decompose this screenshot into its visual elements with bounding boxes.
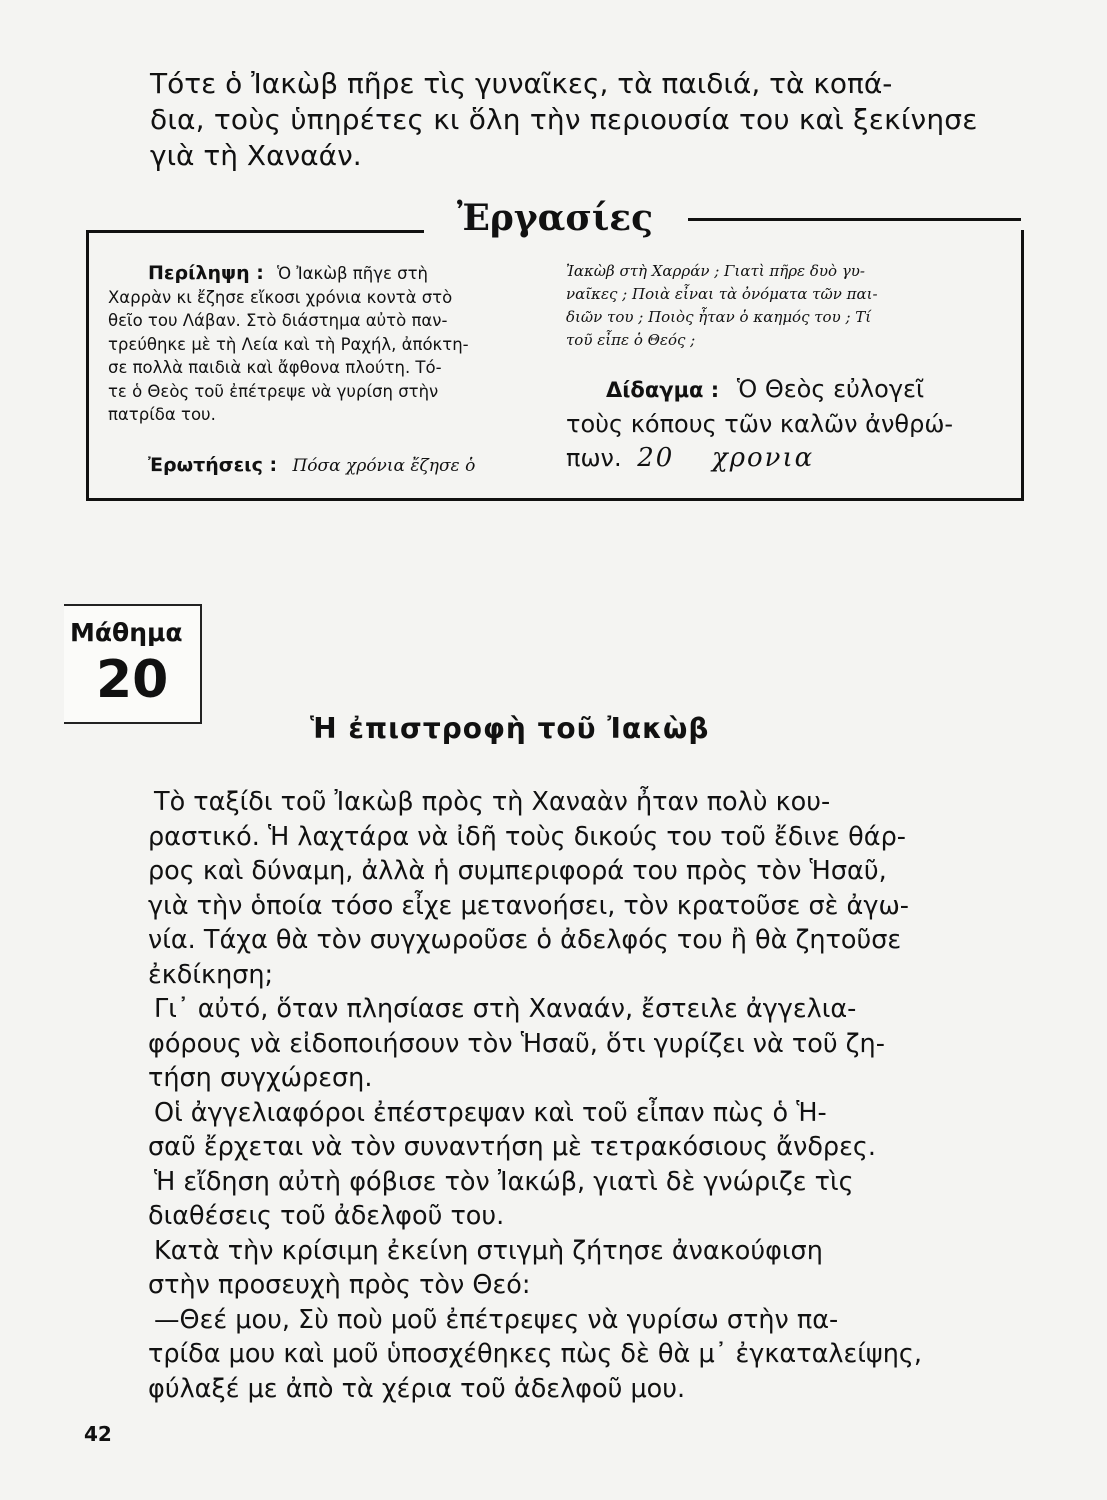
questions-line: ναῖκες ; Ποιὰ εἶναι τὰ ὀνόματα τῶν παι-	[566, 285, 878, 303]
body-line: Τὸ ταξίδι τοῦ Ἰακὼβ πρὸς τὴ Χαναὰν ἦταν πολὺ κου-	[154, 787, 831, 817]
summary-first-line	[108, 262, 540, 286]
body-line: νία. Τάχα θὰ τὸν συγχωροῦσε ὁ ἀδελφός του ἢ θὰ ζητοῦσε	[148, 925, 902, 955]
questions-block	[566, 260, 1016, 352]
body-line: ραστικό. Ἡ λαχτάρα νὰ ἰδῆ τοὺς δικούς του τοῦ ἔδινε θάρ-	[148, 821, 906, 852]
intro-paragraph	[150, 66, 1030, 174]
body-line: Ἡ εἴδηση αὐτὴ φόβισε τὸν Ἰακώβ, γιατὶ δὲ γνώριζε τὶς	[154, 1166, 854, 1197]
questions-line: τοῦ εἶπε ὁ Θεός ;	[566, 331, 696, 349]
body-line: τήση συγχώρεση.	[148, 1063, 373, 1093]
questions-line: διῶν του ; Ποιὸς ἦταν ὁ καημός του ; Τί	[566, 308, 872, 326]
summary-line: Ὁ Ἰακὼβ πῆγε στὴ	[277, 264, 428, 283]
body-line: Κατὰ τὴν κρίσιμη ἐκείνη στιγμὴ ζήτησε ἀνακούφιση	[154, 1235, 823, 1266]
summary-line: τε ὁ Θεὸς τοῦ ἐπέτρεψε νὰ γυρίση στὴν	[108, 381, 439, 401]
page-number: 42	[84, 1422, 112, 1446]
questions-line: Ἰακὼβ στὴ Χαρράν ; Γιατὶ πῆρε δυὸ γυ-	[566, 262, 865, 280]
handwritten-word: χρονια	[711, 443, 815, 473]
body-line: διαθέσεις τοῦ ἀδελφοῦ του.	[148, 1201, 505, 1231]
summary-label: Περίληψη :	[148, 262, 264, 284]
lesson-number: 20	[96, 650, 169, 710]
moral-label: Δίδαγμα :	[606, 378, 720, 402]
tasks-title: Ἐργασίες	[456, 197, 654, 239]
moral-third-line	[566, 441, 1016, 475]
questions-first: Πόσα χρόνια ἔζησε ὁ	[292, 456, 476, 476]
summary-line: Χαρρὰν κι ἔζησε εἴκοσι χρόνια κοντὰ στὸ	[108, 287, 453, 307]
body-line: τρίδα μου καὶ μοῦ ὑποσχέθηκες πὼς δὲ θὰ μ᾽ ἐγκαταλείψης,	[148, 1339, 922, 1369]
questions-first-line	[148, 454, 568, 476]
summary-line: τρεύθηκε μὲ τὴ Λεία καὶ τὴ Ραχήλ, ἀπόκτη-	[108, 334, 469, 354]
summary-line: πατρίδα του.	[108, 405, 216, 424]
body-line: γιὰ τὴν ὁποία τόσο εἶχε μετανοήσει, τὸν κρατοῦσε σὲ ἀγω-	[148, 890, 910, 921]
body-line: ἐκδίκηση;	[148, 959, 274, 990]
summary-block	[108, 262, 540, 427]
handwritten-number: 20	[637, 443, 675, 473]
moral-third: πων.	[566, 444, 622, 472]
lesson-body	[148, 785, 1028, 1406]
intro-line: δια, τοὺς ὑπηρέτες κι ὅλη τὴν περιουσία του καὶ ξεκίνησε	[150, 103, 978, 136]
intro-line: Τότε ὁ Ἰακὼβ πῆρε τὶς γυναῖκες, τὰ παιδιά, τὰ κοπά-	[150, 67, 893, 100]
body-line: Γι᾽ αὐτό, ὅταν πλησίασε στὴ Χαναάν, ἔστειλε ἀγγελια-	[154, 994, 857, 1024]
body-line: —Θεέ μου, Σὺ ποὺ μοῦ ἐπέτρεψες νὰ γυρίσω στὴν πα-	[154, 1304, 839, 1335]
body-line: Οἱ ἀγγελιαφόροι ἐπέστρεψαν καὶ τοῦ εἶπαν πὼς ὁ Ἡ-	[154, 1097, 827, 1128]
summary-line: σε πολλὰ παιδιὰ καὶ ἄφθονα πλούτη. Τό-	[108, 358, 442, 377]
body-line: σαῦ ἔρχεται νὰ τὸν συναντήση μὲ τετρακόσιους ἄνδρες.	[148, 1132, 876, 1162]
moral-first: Ὁ Θεὸς εὐλογεῖ	[736, 375, 925, 403]
lesson-title: Ἡ ἐπιστροφὴ τοῦ Ἰακὼβ	[310, 712, 710, 745]
body-line: φόρους νὰ εἰδοποιήσουν τὸν Ἡσαῦ, ὅτι γυρίζει νὰ τοῦ ζη-	[148, 1028, 885, 1059]
moral-second: τοὺς κόπους τῶν καλῶν ἀνθρώ-	[566, 410, 954, 438]
intro-line: γιὰ τὴ Χαναάν.	[150, 139, 362, 172]
moral-block	[566, 372, 1016, 475]
questions-label: Ἐρωτήσεις :	[148, 454, 278, 476]
body-line: στὴν προσευχὴ πρὸς τὸν Θεό:	[148, 1270, 531, 1300]
tasks-rule-left	[86, 230, 424, 233]
body-line: φύλαξέ με ἀπὸ τὰ χέρια τοῦ ἀδελφοῦ μου.	[148, 1373, 686, 1404]
summary-line: θεῖο του Λάβαν. Στὸ διάστημα αὐτὸ παν-	[108, 311, 448, 330]
moral-first-line	[566, 372, 1016, 407]
body-line: ρος καὶ δύναμη, ἀλλὰ ἡ συμπεριφορά του πρὸς τὸν Ἡσαῦ,	[148, 856, 887, 886]
tasks-rule-right	[688, 218, 1021, 221]
lesson-word: Μάθημα	[70, 618, 183, 647]
